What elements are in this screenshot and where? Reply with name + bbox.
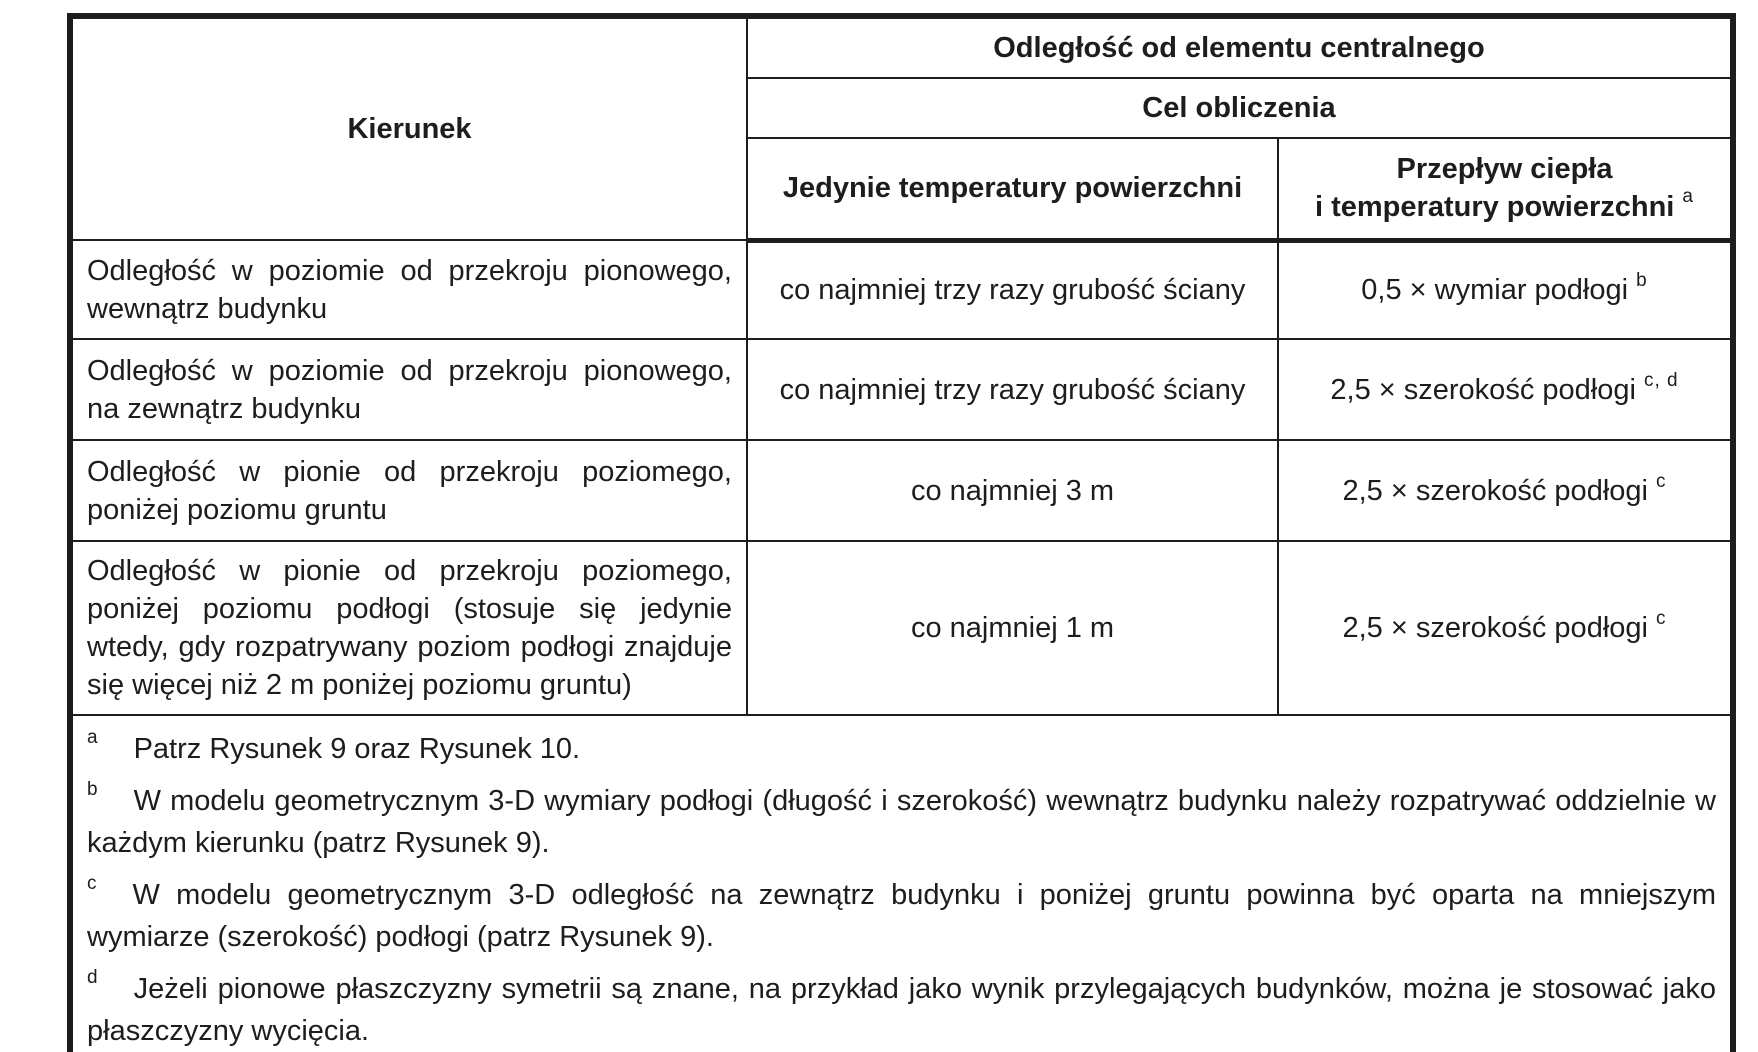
footnote-marker: c xyxy=(87,873,97,894)
surface-only-cell: co najmniej 1 m xyxy=(747,541,1278,715)
heatflow-value: 0,5 × wymiar podłogi xyxy=(1361,274,1629,307)
header-cell-kierunek: Kierunek xyxy=(70,16,747,240)
surface-only-cell: co najmniej trzy razy grubość ściany xyxy=(747,240,1278,339)
footnote-text: Patrz Rysunek 9 oraz Rysunek 10. xyxy=(133,733,581,765)
footnote-text: W modelu geometrycznym 3-D wymiary podłogi (długość i szerokość) wewnątrz budynku należy rozpatrywać oddzielnie w każdym kierunku (patrz Rysunek 9). xyxy=(87,785,1716,859)
heatflow-title-line2: i temperatury powierzchni xyxy=(1315,191,1675,224)
footnote-marker: d xyxy=(87,967,98,988)
footnote-text: Jeżeli pionowe płaszczyzny symetrii są znane, na przykład jako wynik przylegających budynków, można je stosować jako płaszczyzny wycięcia. xyxy=(87,973,1716,1047)
table-row xyxy=(70,440,1733,541)
header-cell-distance-title: Odległość od elementu centralnego xyxy=(747,16,1733,78)
header-row-distance xyxy=(70,16,1733,78)
table-row xyxy=(70,541,1733,715)
footnote-marker: b xyxy=(87,779,98,800)
footnote-a xyxy=(87,728,1716,770)
surface-only-cell: co najmniej trzy razy grubość ściany xyxy=(747,339,1278,440)
footnote-text: W modelu geometrycznym 3-D odległość na zewnątrz budynku i poniżej gruntu powinna być oparta na mniejszym wymiarze (szerokość) podłogi (patrz Rysunek 9). xyxy=(87,879,1716,953)
heatflow-cell xyxy=(1278,339,1733,440)
heatflow-value: 2,5 × szerokość podłogi xyxy=(1330,373,1636,406)
heatflow-cell xyxy=(1278,240,1733,339)
direction-cell: Odległość w pionie od przekroju poziomego, poniżej poziomu podłogi (stosuje się jedynie wtedy, gdy rozpatrywany poziom podłogi znajduje się więcej niż 2 m poniżej poziomu gruntu) xyxy=(70,541,747,715)
footnote-ref: c xyxy=(1656,470,1667,492)
footnote-ref: c, d xyxy=(1643,369,1679,391)
header-cell-heatflow xyxy=(1278,138,1733,240)
footnotes-cell xyxy=(70,715,1733,1052)
footnote-b xyxy=(87,780,1716,864)
table-row xyxy=(70,240,1733,339)
footnote-ref: b xyxy=(1636,270,1648,292)
heatflow-title-line1: Przepływ ciepła xyxy=(1396,153,1613,186)
direction-cell: Odległość w poziomie od przekroju pionowego, na zewnątrz budynku xyxy=(70,339,747,440)
footnotes-row xyxy=(70,715,1733,1052)
heatflow-cell xyxy=(1278,541,1733,715)
table-row xyxy=(70,339,1733,440)
header-cell-purpose-title: Cel obliczenia xyxy=(747,78,1733,138)
header-cell-surface-only: Jedynie temperatury powierzchni xyxy=(747,138,1278,240)
direction-cell: Odległość w poziomie od przekroju pionowego, wewnątrz budynku xyxy=(70,240,747,339)
heatflow-value: 2,5 × szerokość podłogi xyxy=(1342,612,1648,644)
heatflow-value: 2,5 × szerokość podłogi xyxy=(1342,474,1648,507)
distance-spec-table xyxy=(67,13,1736,1052)
heatflow-cell xyxy=(1278,440,1733,541)
footnote-marker: a xyxy=(87,727,98,748)
footnote-ref: c xyxy=(1656,608,1667,629)
footnote-ref-a: a xyxy=(1682,186,1694,208)
footnote-c xyxy=(87,874,1716,958)
surface-only-cell: co najmniej 3 m xyxy=(747,440,1278,541)
direction-cell: Odległość w pionie od przekroju poziomego, poniżej poziomu gruntu xyxy=(70,440,747,541)
footnote-d xyxy=(87,968,1716,1052)
